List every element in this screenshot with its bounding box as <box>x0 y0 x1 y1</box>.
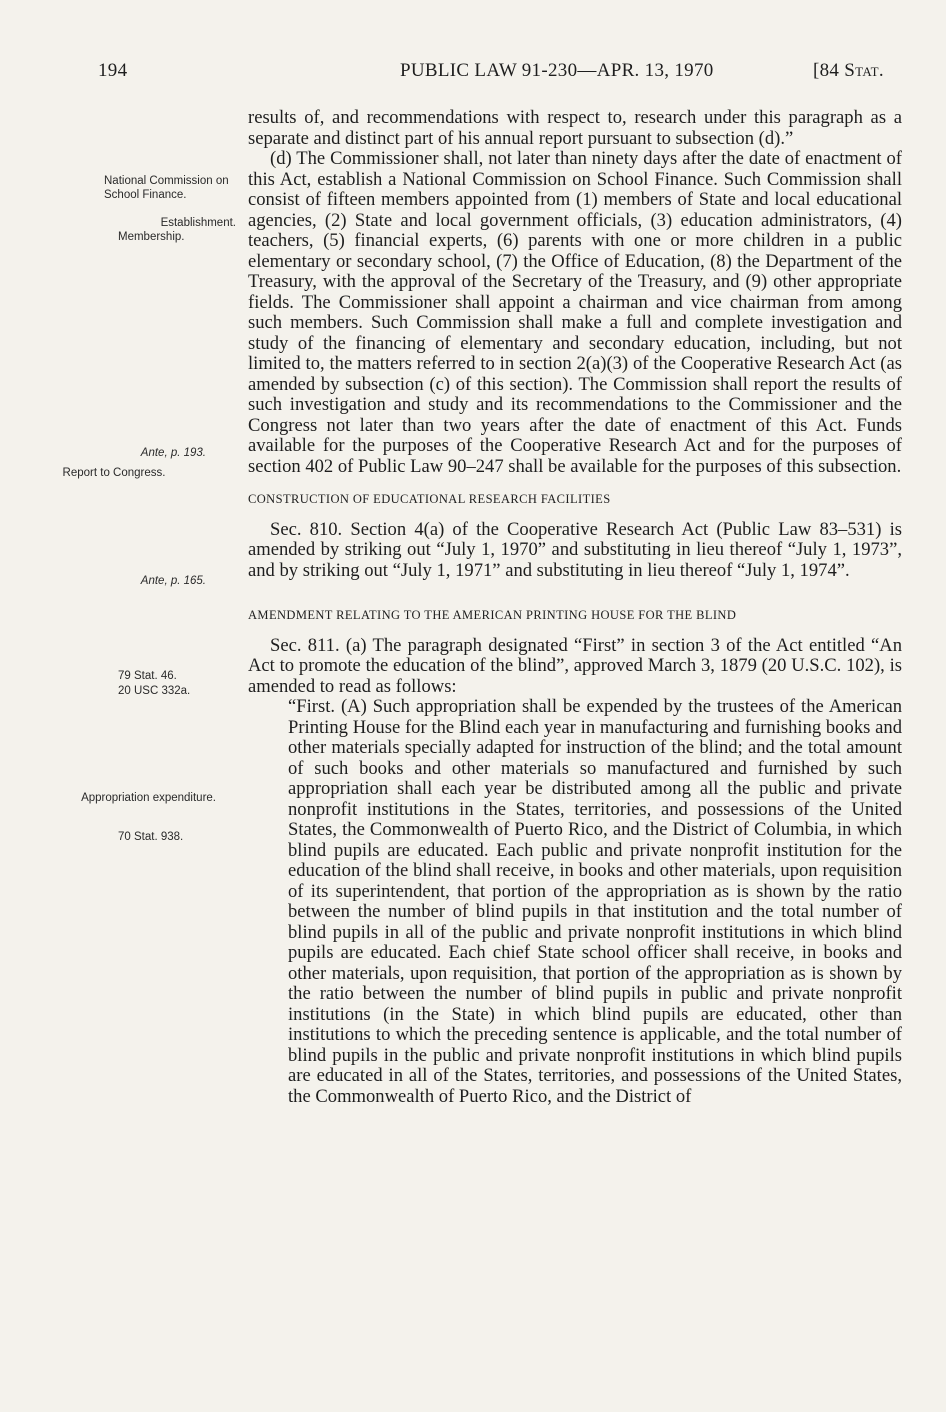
note-ante-165: Ante, p. 165. <box>140 575 206 587</box>
paragraph-first: “First. (A) Such appropriation shall be expended by the trustees of the American Printing House for the Blind each year in manufacturing and furnishing books and other materials specially adapted for instruction of the blind; and the total amount of such books and other materials so manufactured and furnished by such appropriation shall each year be distributed among all the public and private nonprofit institutions in the States, territories, and possessions of the United States, the Commonwealth of Puerto Rico, and the District of Columbia, in which blind pupils are educated. Each public and private nonprofit institution for the education of the blind shall receive, in books and other materials, upon requisition of its superintendent, that portion of the appropriation as is shown by the ratio between the number of blind pupils in that institution and the total number of blind pupils in all of the public and private nonprofit institutions in which blind pupils are educated. Each chief State school officer shall receive, in books and other materials, upon requisition, that portion of the appropriation as is shown by the ratio between the number of blind pupils in public and private nonprofit institutions (in the State) in which blind pupils are educated, other than institutions to which the preceding sentence is applicable, and the total number of blind pupils in the public and private nonprofit institutions in which blind pupils are educated in all of the States, territories, and possessions of the United States, the Commonwealth of Puerto Rico, and the District of <box>288 696 902 1107</box>
paragraph-sec-811: Sec. 811. (a) The paragraph designated “First” in section 3 of the Act entitled “An Act to promote the education of the blind”, approved March 3, 1879 (20 U.S.C. 102), is amended to read as follows: <box>248 634 902 697</box>
note-report-to-congress: Report to Congress. <box>62 467 166 479</box>
note-20-usc-332a: 20 USC 332a. <box>118 685 191 697</box>
section-heading-construction: CONSTRUCTION OF EDUCATIONAL RESEARCH FACILITIES <box>248 492 611 506</box>
quoted-amendment <box>248 697 902 1107</box>
section-heading-printing-house: AMENDMENT RELATING TO THE AMERICAN PRINTING HOUSE FOR THE BLIND <box>248 608 737 622</box>
paragraph-continuation: results of, and recommendations with respect to, research under this paragraph as a separate and distinct part of his annual report pursuant to subsection (d).” <box>248 107 902 149</box>
stat-word: Stat. <box>844 60 884 81</box>
note-ante-193: Ante, p. 193. <box>140 447 206 459</box>
note-70-stat-938: 70 Stat. 938. <box>118 831 184 843</box>
header-stat-reference <box>813 60 884 82</box>
main-text <box>248 108 902 1107</box>
note-appropriation-expenditure: Appropriation expenditure. <box>81 792 216 804</box>
stat-volume: [84 <box>813 60 840 81</box>
paragraph-sec-810: Sec. 810. Section 4(a) of the Cooperative Research Act (Public Law 83–531) is amended by striking out “July 1, 1970” and substituting in lieu thereof “July 1, 1973”, and by striking out “July 1, 1971” and substituting in lieu thereof “July 1, 1974”. <box>248 518 902 581</box>
note-establishment: Establishment. <box>160 217 236 229</box>
margin-notes <box>0 0 240 1412</box>
note-79-stat-46: 79 Stat. 46. <box>118 670 177 682</box>
header-title: PUBLIC LAW 91-230—APR. 13, 1970 <box>400 60 714 81</box>
page-number: 194 <box>98 60 128 81</box>
note-membership: Membership. <box>118 231 185 243</box>
note-national-commission: National Commission on School Finance. <box>104 175 229 201</box>
paragraph-subsection-d: (d) The Commissioner shall, not later than ninety days after the date of enactment of this Act, establish a National Commission on School Finance. Such Commission shall consist of fifteen members appointed from (1) members of State and local educational agencies, (2) State and local government officials, (3) education administrators, (4) teachers, (5) financial experts, (6) parents with one or more children in a public elementary or secondary school, (7) the Office of Education, (8) the Department of the Treasury, with the approval of the Secretary of the Treasury, and (9) other appropriate fields. The Commissioner shall appoint a chairman and vice chairman from among such members. Such Commission shall make a full and complete investigation and study of the financing of elementary and secondary education, including, but not limited to, the matters referred to in section 2(a)(3) of the Cooperative Research Act (as amended by subsection (c) of this section). The Commission shall report the results of such investigation and study and its recommendations to the Commissioner and the Congress not later than two years after the date of enactment of this Act. Funds available for the purposes of the Cooperative Research Act and for the purposes of section 402 of Public Law 90–247 shall be available for the purposes of this subsection. <box>248 148 902 477</box>
